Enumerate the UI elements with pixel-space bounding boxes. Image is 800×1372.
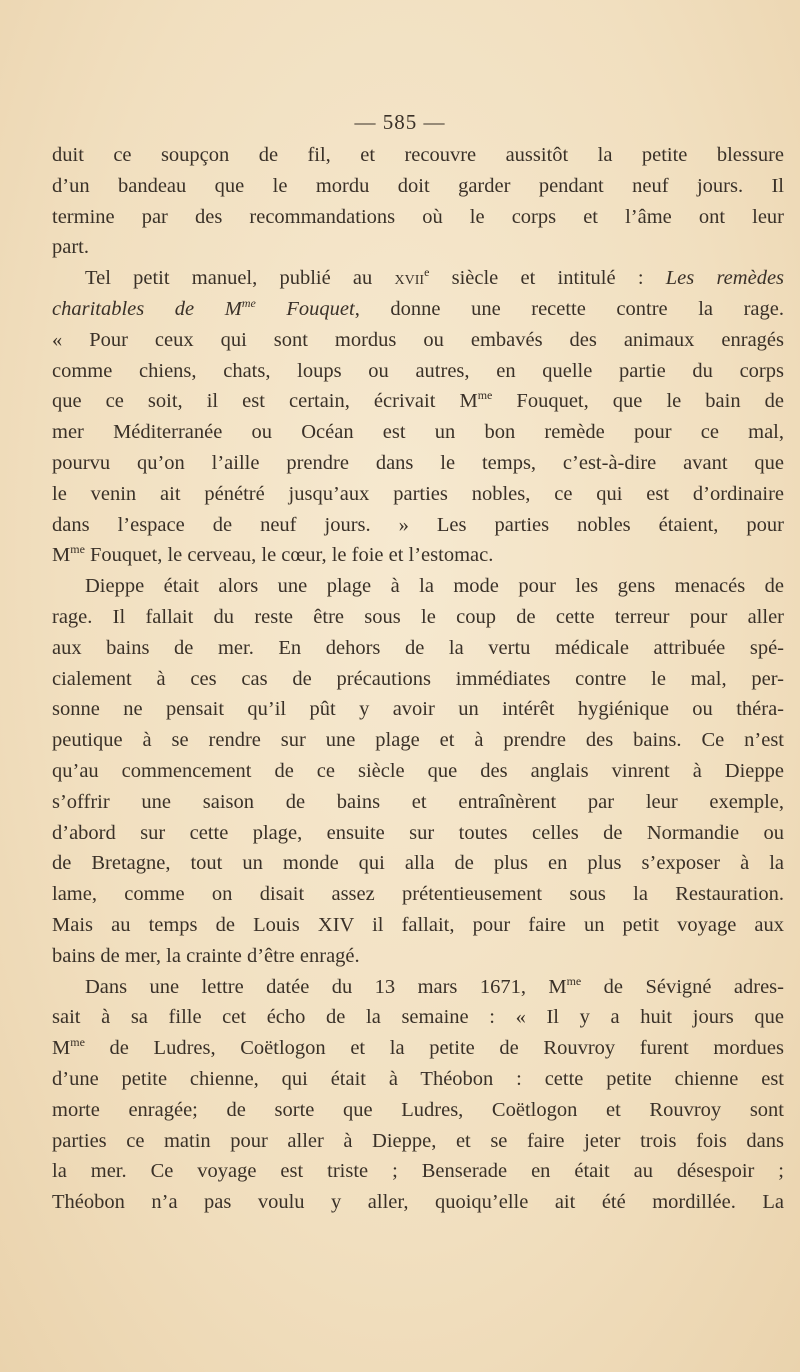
text-line xyxy=(52,694,784,725)
text-line xyxy=(52,1156,784,1187)
text-line xyxy=(52,787,784,818)
body-text xyxy=(52,140,784,1218)
text-run: M xyxy=(52,544,71,567)
text-run: Mais au temps de Louis XIV il fallait, pour faire un petit voyage aux xyxy=(52,913,784,936)
text-line xyxy=(52,417,784,448)
text-line xyxy=(52,540,784,571)
text-run: mer Méditerranée ou Océan est un bon remède pour ce mal, xyxy=(52,421,784,444)
text-run: le venin ait pénétré jusqu’aux parties nobles, ce qui est d’ordinaire xyxy=(52,482,784,505)
text-run: Tel petit manuel, publié au xyxy=(85,267,395,290)
text-line xyxy=(52,448,784,479)
text-line xyxy=(52,848,784,879)
text-line xyxy=(52,941,784,972)
text-run: la mer. Ce voyage est triste ; Benserade en était au désespoir ; xyxy=(52,1160,784,1183)
text-line xyxy=(52,818,784,849)
text-line xyxy=(52,325,784,356)
text-run: rage. Il fallait du reste être sous le coup de cette terreur pour aller xyxy=(52,605,784,628)
text-line xyxy=(52,1033,784,1064)
text-line xyxy=(52,602,784,633)
text-run: qu’au commencement de ce siècle que des anglais vinrent à Dieppe xyxy=(52,759,784,782)
text-run: duit ce soupçon de fil, et recouvre aussitôt la petite blessure xyxy=(52,144,784,166)
text-run: sait à sa fille cet écho de la semaine : « Il y a huit jours que xyxy=(52,1006,784,1029)
text-line xyxy=(52,294,784,325)
text-line xyxy=(52,664,784,695)
text-line xyxy=(52,479,784,510)
text-run: « Pour ceux qui sont mordus ou embavés des animaux enragés xyxy=(52,328,784,351)
text-run: d’une petite chienne, qui était à Théobon : cette petite chienne est xyxy=(52,1067,784,1090)
text-line xyxy=(52,879,784,910)
text-line xyxy=(52,1002,784,1033)
text-run: Fouquet, le cerveau, le cœur, le foie et l’estomac. xyxy=(84,544,494,567)
text-run: Fouquet, que le bain de xyxy=(492,390,785,413)
text-line xyxy=(52,202,784,233)
superscript: me xyxy=(241,295,256,310)
text-run: xvii xyxy=(394,267,425,290)
text-line xyxy=(52,140,784,171)
text-line xyxy=(52,756,784,787)
text-run: que ce soit, il est certain, écrivait M xyxy=(52,390,478,413)
text-line xyxy=(52,171,784,202)
text-line xyxy=(52,633,784,664)
superscript: me xyxy=(70,542,85,557)
text-run: cialement à ces cas de précautions immédiates contre le mal, per- xyxy=(52,667,784,690)
text-line xyxy=(52,1187,784,1218)
text-line xyxy=(52,1095,784,1126)
text-run: Dans une lettre datée du 13 mars 1671, M xyxy=(85,975,567,998)
text-run: de Sévigné adres- xyxy=(581,975,784,998)
text-run: charitables de M xyxy=(52,297,242,320)
text-run: comme chiens, chats, loups ou autres, en quelle partie du corps xyxy=(52,359,784,382)
page-number: — 585 — xyxy=(354,110,446,134)
text-line xyxy=(52,972,784,1003)
text-run: de Bretagne, tout un monde qui alla de plus en plus s’exposer à la xyxy=(52,852,784,875)
text-line xyxy=(52,356,784,387)
text-line xyxy=(52,232,784,263)
text-run: dans l’espace de neuf jours. » Les parties nobles étaient, pour xyxy=(52,513,784,536)
superscript: me xyxy=(70,1035,85,1050)
text-run: bains de mer, la crainte d’être enragé. xyxy=(52,944,360,967)
text-run: part. xyxy=(52,236,89,259)
text-run: Théobon n’a pas voulu y aller, quoiqu’elle ait été mordillée. La xyxy=(52,1191,784,1214)
text-run: Les remèdes xyxy=(665,267,785,290)
text-line xyxy=(52,910,784,941)
text-line xyxy=(52,263,784,294)
text-run: de Ludres, Coëtlogon et la petite de Rouvroy furent mordues xyxy=(84,1037,784,1060)
text-run: Fouquet xyxy=(255,297,355,320)
text-run: morte enragée; de sorte que Ludres, Coëtlogon et Rouvroy sont xyxy=(52,1098,784,1121)
text-line xyxy=(52,1126,784,1157)
superscript: me xyxy=(477,388,493,403)
text-run: d’abord sur cette plage, ensuite sur toutes celles de Normandie ou xyxy=(52,821,784,844)
text-run: M xyxy=(52,1037,71,1060)
text-run: d’un bandeau que le mordu doit garder pendant neuf jours. Il xyxy=(52,174,784,197)
text-run: Dieppe était alors une plage à la mode pour les gens menacés de xyxy=(85,575,784,598)
text-run: s’offrir une saison de bains et entraînèrent par leur exemple, xyxy=(52,790,784,813)
text-run: peutique à se rendre sur une plage et à prendre des bains. Ce n’est xyxy=(52,729,784,752)
text-line xyxy=(52,571,784,602)
text-line xyxy=(52,510,784,541)
text-line xyxy=(52,1064,784,1095)
superscript: me xyxy=(566,973,582,988)
text-run: aux bains de mer. En dehors de la vertu médicale attribuée spé- xyxy=(52,636,784,659)
text-run: sonne ne pensait qu’il pût y avoir un intérêt hygiénique ou théra- xyxy=(52,698,784,721)
text-run: siècle et intitulé : xyxy=(429,267,666,290)
superscript: e xyxy=(424,265,430,280)
text-run: pourvu qu’on l’aille prendre dans le temps, c’est-à-dire avant que xyxy=(52,451,784,474)
text-run: termine par des recommandations où le corps et l’âme ont leur xyxy=(52,205,784,228)
text-run: , donne une recette contre la rage. xyxy=(354,297,784,320)
text-run: lame, comme on disait assez prétentieusement sous la Restauration. xyxy=(52,883,784,906)
text-line xyxy=(52,386,784,417)
text-run: parties ce matin pour aller à Dieppe, et se faire jeter trois fois dans xyxy=(52,1129,784,1152)
text-line xyxy=(52,725,784,756)
